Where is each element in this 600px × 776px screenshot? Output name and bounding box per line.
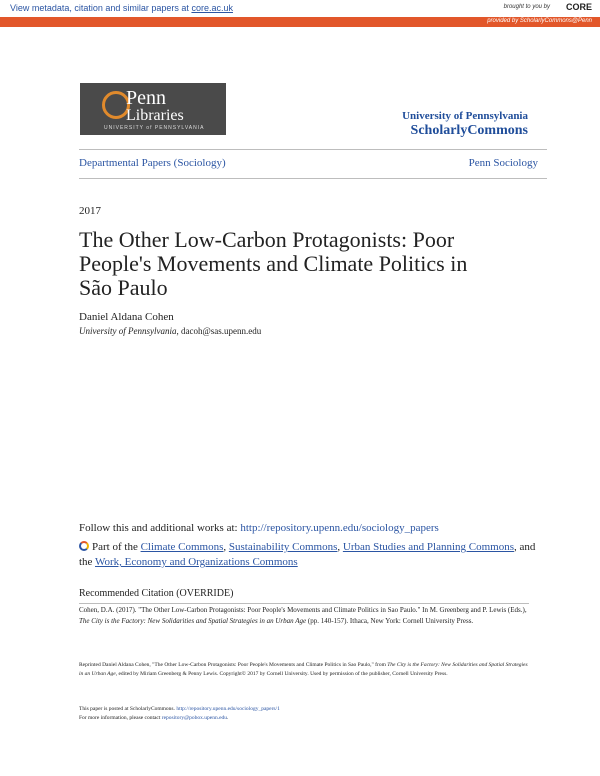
publication-year: 2017 xyxy=(79,205,101,217)
logo-line3: UNIVERSITY of PENNSYLVANIA xyxy=(104,125,205,131)
provider-bar xyxy=(0,17,600,27)
author-affiliation: University of Pennsylvania, dacoh@sas.upenn.edu xyxy=(79,326,262,336)
penn-libraries-logo xyxy=(80,83,226,135)
citation-divider xyxy=(79,603,529,604)
follow-line: Follow this and additional works at: http://repository.upenn.edu/sociology_papers xyxy=(79,522,439,534)
citation-text: Cohen, D.A. (2017). "The Other Low-Carbon Protagonists: Poor People's Movements and Climate Politics in Sao Paulo." In M. Greenberg and P. Lewis (Eds.), The City is the Factory: New Solidarities and Spatial Strategies in an Urban Age (pp. 140-157). Ithaca, New York: Cornell University Press. xyxy=(79,606,527,625)
repository-name: ScholarlyCommons xyxy=(410,123,528,138)
nav-divider-bottom xyxy=(79,178,547,179)
logo-line1: Penn xyxy=(126,87,166,109)
core-logo[interactable]: CORE xyxy=(565,2,592,12)
reprint-notice: Reprinted Daniel Aldana Cohen, "The Other Low-Carbon Protagonists: Poor People's Movements and Climate Politics in Sao Paulo," from The City is the Factory: New Solidarities and Spatial Strategies in an Urban Age, edited by Miriam Greenberg & Penny Lewis. Copyright© 2017 by Cornell University. Used by permission of the publisher, Cornell University Press. xyxy=(79,662,528,677)
core-topbar xyxy=(0,0,600,17)
part-of-commons: Part of the Climate Commons, Sustainability Commons, Urban Studies and Planning Commons, and the Work, Economy and Organizations Commons xyxy=(79,541,536,568)
contact-email-link[interactable]: repository@pobox.upenn.edu xyxy=(161,715,228,721)
core-metadata-link[interactable]: View metadata, citation and similar papers at core.ac.uk xyxy=(10,3,233,13)
repository-url-link[interactable]: http://repository.upenn.edu/sociology_papers xyxy=(240,522,439,534)
nav-penn-sociology[interactable]: Penn Sociology xyxy=(468,157,538,169)
author-name: Daniel Aldana Cohen xyxy=(79,311,174,323)
nav-divider-top xyxy=(79,149,547,150)
paper-url-link[interactable]: http://repository.upenn.edu/sociology_papers/1 xyxy=(176,706,280,712)
nav-departmental-papers[interactable]: Departmental Papers (Sociology) xyxy=(79,157,226,169)
urban-studies-commons-link[interactable]: Urban Studies and Planning Commons xyxy=(342,541,514,553)
provided-by-link[interactable]: provided by ScholarlyCommons@Penn xyxy=(487,18,592,24)
brought-to-you-label: brought to you by xyxy=(503,4,550,10)
logo-line2: Libraries xyxy=(126,107,184,124)
climate-commons-link[interactable]: Climate Commons xyxy=(140,541,224,553)
citation-heading: Recommended Citation (OVERRIDE) xyxy=(79,588,234,599)
posted-notice: This paper is posted at ScholarlyCommons. http://repository.upenn.edu/sociology_papers/1 For more information, please contact repository@pobox.upenn.edu. xyxy=(79,706,280,721)
work-economy-commons-link[interactable]: Work, Economy and Organizations Commons xyxy=(95,556,298,568)
article-title: The Other Low-Carbon Protagonists: Poor People's Movements and Climate Politics in São Paulo xyxy=(79,227,468,300)
commons-network-icon xyxy=(79,541,89,551)
university-name: University of Pennsylvania xyxy=(402,110,528,122)
sustainability-commons-link[interactable]: Sustainability Commons xyxy=(228,541,338,553)
